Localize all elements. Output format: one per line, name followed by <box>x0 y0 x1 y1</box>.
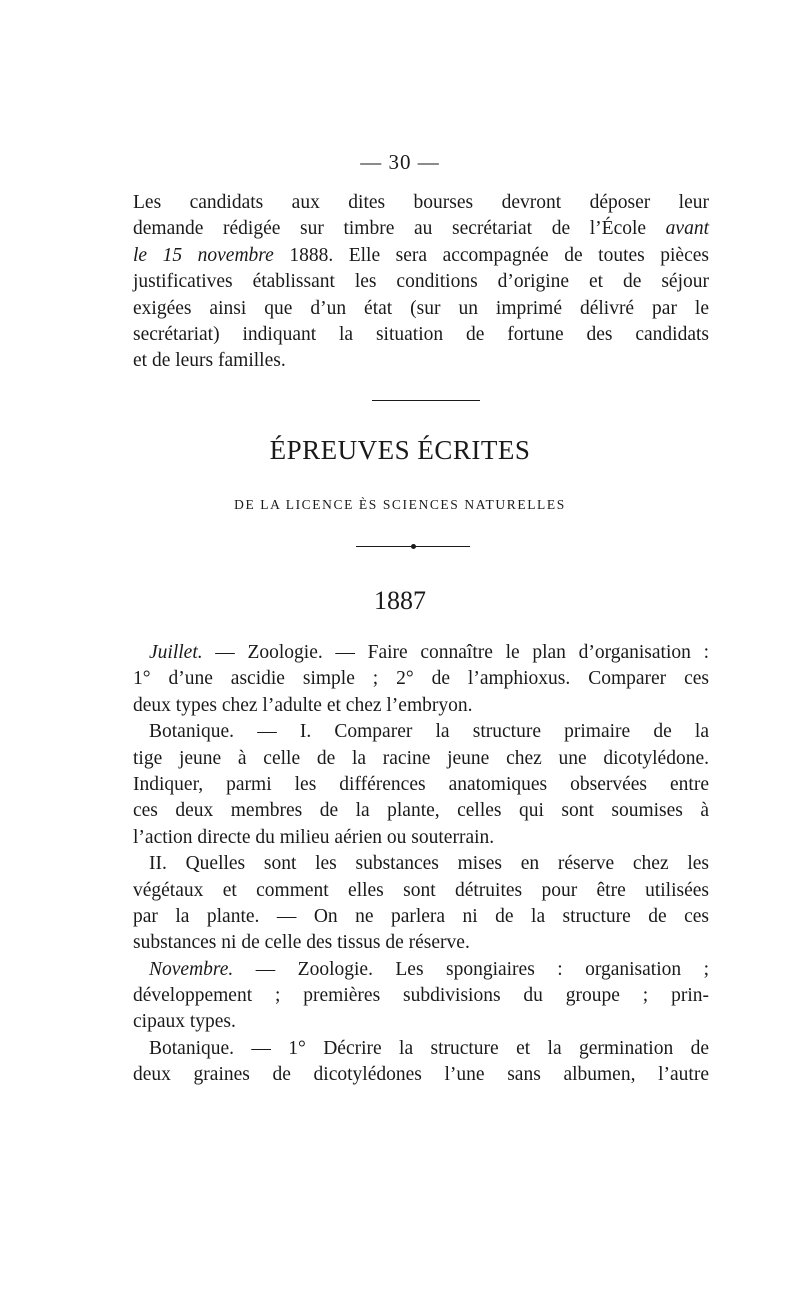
body-line <box>133 930 709 956</box>
section-title: ÉPREUVES ÉCRITES <box>269 435 531 465</box>
body-line <box>133 1062 709 1088</box>
text-run: par la plante. — On ne parlera ni de la structure de ces <box>133 905 709 927</box>
text-run: secrétariat) indiquant la situation de fortune des candidats <box>133 323 709 345</box>
text-run: Botanique. — 1° Décrire la structure et la germination de <box>149 1037 709 1059</box>
body-line <box>133 1009 709 1035</box>
body-line <box>133 983 709 1009</box>
intro-line <box>133 348 709 374</box>
text-run: développement ; premières subdivisions du groupe ; prin- <box>133 985 709 1007</box>
text-run: II. Quelles sont les substances mises en réserve chez les <box>149 853 709 875</box>
intro-line <box>133 243 709 269</box>
intro-line <box>133 296 709 322</box>
italic-text: avant <box>665 218 709 240</box>
text-run: Les candidats aux dites bourses devront déposer leur <box>133 192 709 213</box>
text-run: 1° d’une ascidie simple ; 2° de l’amphioxus. Comparer ces <box>133 668 709 690</box>
body-line <box>133 957 709 983</box>
text-run: justificatives établissant les conditions d’origine et de séjour <box>133 271 709 293</box>
body-line <box>133 1036 709 1062</box>
text-run: deux graines de dicotylédones l’une sans albumen, l’autre <box>133 1064 709 1086</box>
text-run: Indiquer, parmi les différences anatomiques observées entre <box>133 773 709 795</box>
text-run: et de leurs familles. <box>133 350 286 372</box>
text-run: — Zoologie. — Faire connaître le plan d’organisation : <box>202 642 709 663</box>
italic-text: Juillet. <box>149 642 203 663</box>
section-subtitle: DE LA LICENCE ÈS SCIENCES NATURELLES <box>234 497 566 512</box>
page-number: — 30 — <box>360 150 440 174</box>
body-line <box>133 693 709 719</box>
text-run: exigées ainsi que d’un état (sur un imprimé délivré par le <box>133 297 709 319</box>
body-line <box>133 772 709 798</box>
text-run: tige jeune à celle de la racine jeune chez une dicotylédone. <box>133 747 709 769</box>
text-run: Botanique. — I. Comparer la structure primaire de la <box>149 721 709 743</box>
year-heading: 1887 <box>374 586 426 615</box>
text-run: végétaux et comment elles sont détruites pour être utilisées <box>133 879 709 901</box>
body-line <box>133 904 709 930</box>
body-line <box>133 825 709 851</box>
text-run: cipaux types. <box>133 1011 236 1033</box>
italic-text: Novembre. <box>149 958 234 980</box>
exam-questions-text <box>133 640 709 1089</box>
ornament-dot <box>411 544 416 549</box>
ornament-divider <box>356 545 470 549</box>
text-run: substances ni de celle des tissus de réserve. <box>133 932 470 954</box>
body-line <box>133 851 709 877</box>
intro-line <box>133 190 709 216</box>
body-line <box>133 719 709 745</box>
text-run: l’action directe du milieu aérien ou souterrain. <box>133 826 495 848</box>
body-line <box>133 666 709 692</box>
text-run: ces deux membres de la plante, celles qui sont soumises à <box>133 800 709 822</box>
body-line <box>133 640 709 666</box>
text-run: 1888. Elle sera accompagnée de toutes pièces <box>273 244 709 266</box>
intro-line <box>133 322 709 348</box>
section-divider <box>372 400 480 401</box>
text-run: deux types chez l’adulte et chez l’embryon. <box>133 694 473 716</box>
body-line <box>133 798 709 824</box>
text-run: demande rédigée sur timbre au secrétariat de l’École <box>133 218 666 240</box>
text-run: — Zoologie. Les spongiaires : organisation ; <box>233 958 709 980</box>
intro-line <box>133 269 709 295</box>
italic-text: le 15 novembre <box>133 244 274 266</box>
body-line <box>133 746 709 772</box>
intro-line <box>133 216 709 242</box>
body-line <box>133 878 709 904</box>
intro-paragraph <box>133 190 709 375</box>
